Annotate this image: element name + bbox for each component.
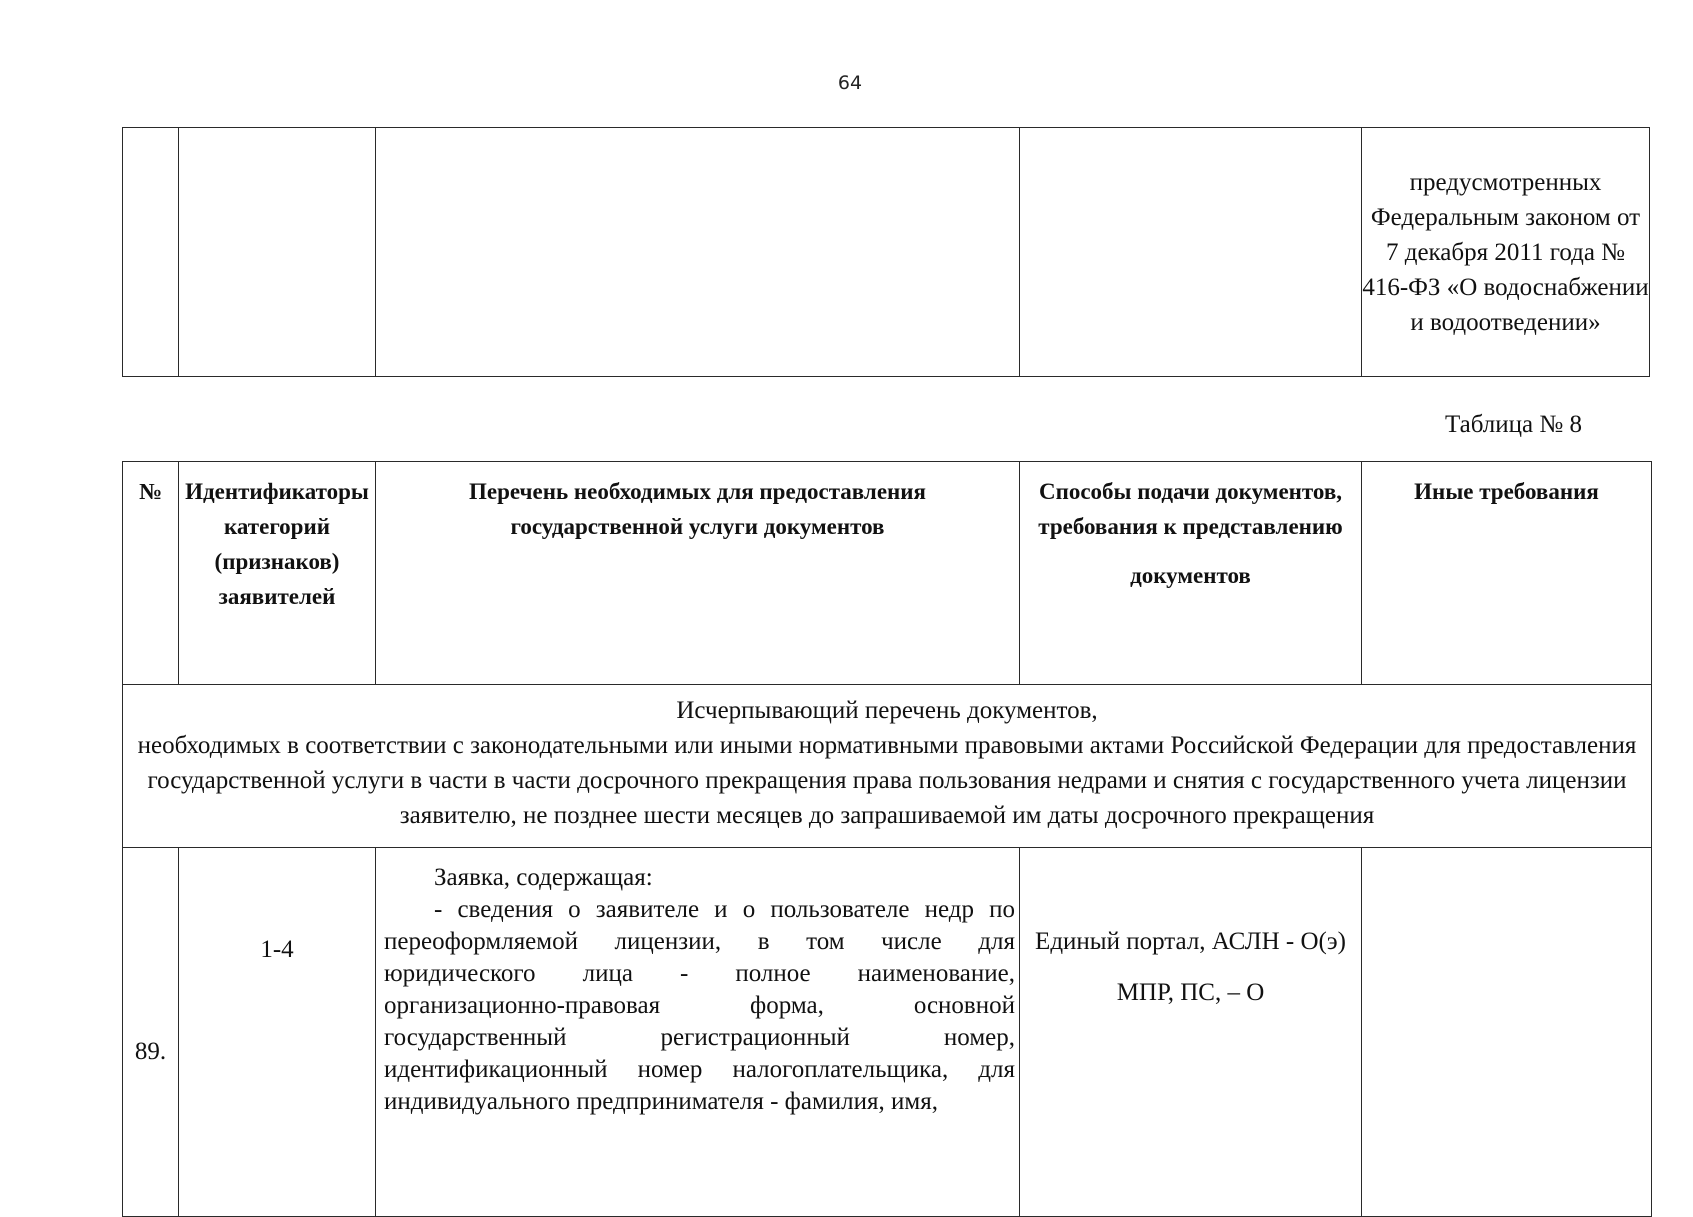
header-row xyxy=(123,462,1652,685)
table-row xyxy=(123,848,1652,1217)
header-num: № xyxy=(123,462,179,685)
section-title: Исчерпывающий перечень документов, xyxy=(676,697,1098,724)
table-row xyxy=(123,128,1650,377)
table-cell xyxy=(123,128,179,377)
continued-text-cell xyxy=(1362,128,1650,377)
row-category: 1-4 xyxy=(179,848,376,1217)
continued-table xyxy=(122,127,1650,377)
doc-line: - сведения о заявителе и о пользователе недр по переоформляемой лицензии, в том числе для юридического лица - полное наименование, организационно-правовая форма, основной государственный регистрационный номер, идентификационный номер налогоплательщика, для индивидуального предпринимателя - фамилия, имя, xyxy=(384,896,1015,1115)
row-methods xyxy=(1020,848,1362,1217)
header-identifiers: Идентификаторы категорий (признаков) заявителей xyxy=(179,462,376,685)
table-cell xyxy=(376,128,1020,377)
documents-table xyxy=(122,461,1652,1217)
table-cell xyxy=(1020,128,1362,377)
header-methods-text-end: документов xyxy=(1130,563,1251,588)
continued-text: предусмотренных Федеральным законом от 7 декабря 2011 года № 416-ФЗ «О водоснабжении и водоотведении» xyxy=(1362,168,1649,336)
doc-line: Заявка, содержащая: xyxy=(434,864,653,891)
row-documents xyxy=(376,848,1020,1217)
method-1: Единый портал, АСЛН - О(э) xyxy=(1035,928,1346,955)
header-documents: Перечень необходимых для предоставления государственной услуги документов xyxy=(376,462,1020,685)
table-caption: Таблица № 8 xyxy=(1444,411,1582,438)
table-cell xyxy=(179,128,376,377)
row-num: 89. xyxy=(123,848,179,1217)
section-cell xyxy=(123,685,1652,848)
header-methods-text: Способы подачи документов, требования к представлению xyxy=(1038,479,1343,539)
page-number: 64 xyxy=(837,72,863,94)
header-methods xyxy=(1020,462,1362,685)
row-other xyxy=(1362,848,1652,1217)
method-2: МПР, ПС, – О xyxy=(1116,979,1265,1006)
section-text: необходимых в соответствии с законодательными или иными нормативными правовыми актами Российской Федерации для предоставления государственной услуги в части в части досрочного прекращения права пользования недрами и снятия с государственного учета лицензии заявителю, не позднее шести месяцев до запрашиваемой им даты досрочного прекращения xyxy=(137,732,1637,829)
header-other: Иные требования xyxy=(1362,462,1652,685)
section-row xyxy=(123,685,1652,848)
